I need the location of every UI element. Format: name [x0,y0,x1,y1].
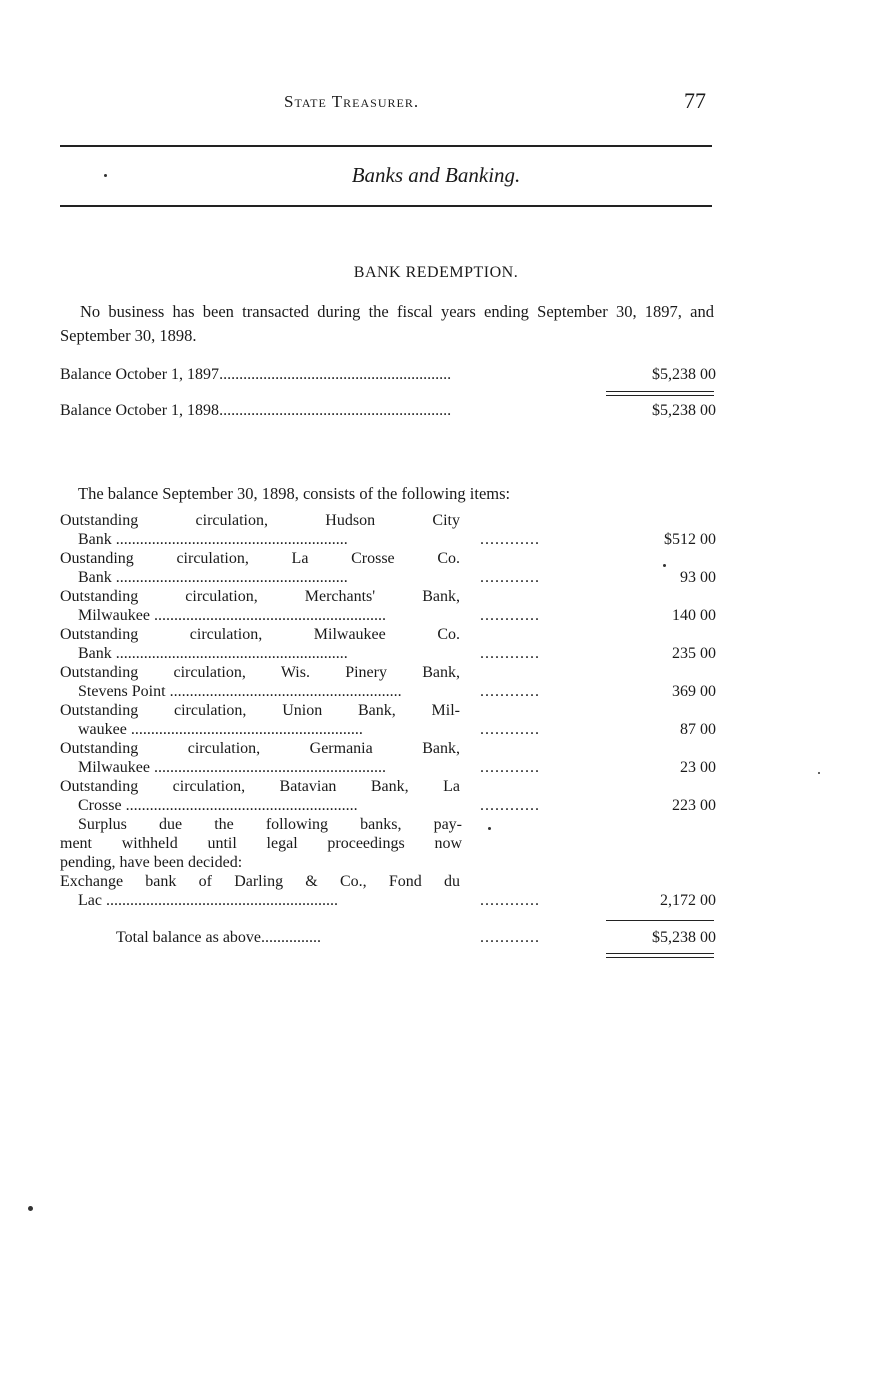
balance-label: Balance October 1, 1898.......................................................... [60,402,452,419]
item-description: Outstanding circulation, Milwaukee Co. Bank .......................................................... [60,626,460,662]
item-amount: 369 00 [672,683,716,700]
dot-leader: ............ [480,683,540,700]
dot-leader: ............ [480,721,540,738]
balance-label: Balance October 1, 1897.......................................................... [60,366,452,383]
dot-leader: ............ [480,797,540,814]
dot-leader: ............ [480,892,540,909]
balance-row [60,366,716,390]
item-amount: 235 00 [672,645,716,662]
total-label: Total balance as above............... [116,929,322,946]
print-speck [28,1206,33,1211]
dot-leader: ............ [480,759,540,776]
item-amount: 23 00 [680,759,716,776]
item-description: Outstanding circulation, Union Bank, Mil- waukee .......................................................... [60,702,460,738]
total-amount: $5,238 00 [652,929,716,946]
balance-amount: $5,238 00 [652,402,716,419]
consists-text: The balance September 30, 1898, consists of the following items: [78,484,511,503]
item-amount: $512 00 [664,531,716,548]
dot-leader: ............ [480,607,540,624]
print-speck [663,564,666,567]
section-title: Banks and Banking. [351,163,521,187]
print-speck [104,174,107,177]
item-amount: 87 00 [680,721,716,738]
top-rule [60,145,712,147]
print-speck [488,827,491,830]
dot-leader: ............ [480,531,540,548]
item-description: Outstanding circulation, Hudson City Bank .......................................................... [60,512,460,548]
item-description: Exchange bank of Darling & Co., Fond du Lac .......................................................... [60,873,460,909]
item-description: Outstanding circulation, Wis. Pinery Bank, Stevens Point .......................................................... [60,664,460,700]
item-description: Outstanding circulation, Merchants' Bank, Milwaukee .......................................................... [60,588,460,624]
double-rule [606,391,714,396]
page-number: 77 [684,88,706,113]
item-description: Outstanding circulation, Germania Bank, Milwaukee .......................................................... [60,740,460,776]
double-rule [606,953,714,958]
section-heading: BANK REDEMPTION. [353,264,519,281]
dot-leader: ............ [480,569,540,586]
sum-rule [606,920,714,921]
bottom-rule [60,205,712,207]
running-title: State Treasurer. [284,92,420,111]
balance-amount: $5,238 00 [652,366,716,383]
dot-leader: ............ [480,645,540,662]
print-speck [818,772,820,774]
balance-row [60,402,716,426]
item-description: Oustanding circulation, La Crosse Co. Bank .......................................................... [60,550,460,586]
intro-paragraph: No business has been transacted during the fiscal years ending September 30, 1897, and September 30, 1898. [60,302,714,345]
item-description: Outstanding circulation, Batavian Bank, La Crosse .......................................................... [60,778,460,814]
dot-leader: ............ [480,929,540,946]
item-amount: 93 00 [680,569,716,586]
item-amount: 140 00 [672,607,716,624]
surplus-note: Surplus due the following banks, pay- ment withheld until legal proceedings now pending, have been decided: [60,816,462,871]
item-amount: 223 00 [672,797,716,814]
item-amount: 2,172 00 [660,892,716,909]
